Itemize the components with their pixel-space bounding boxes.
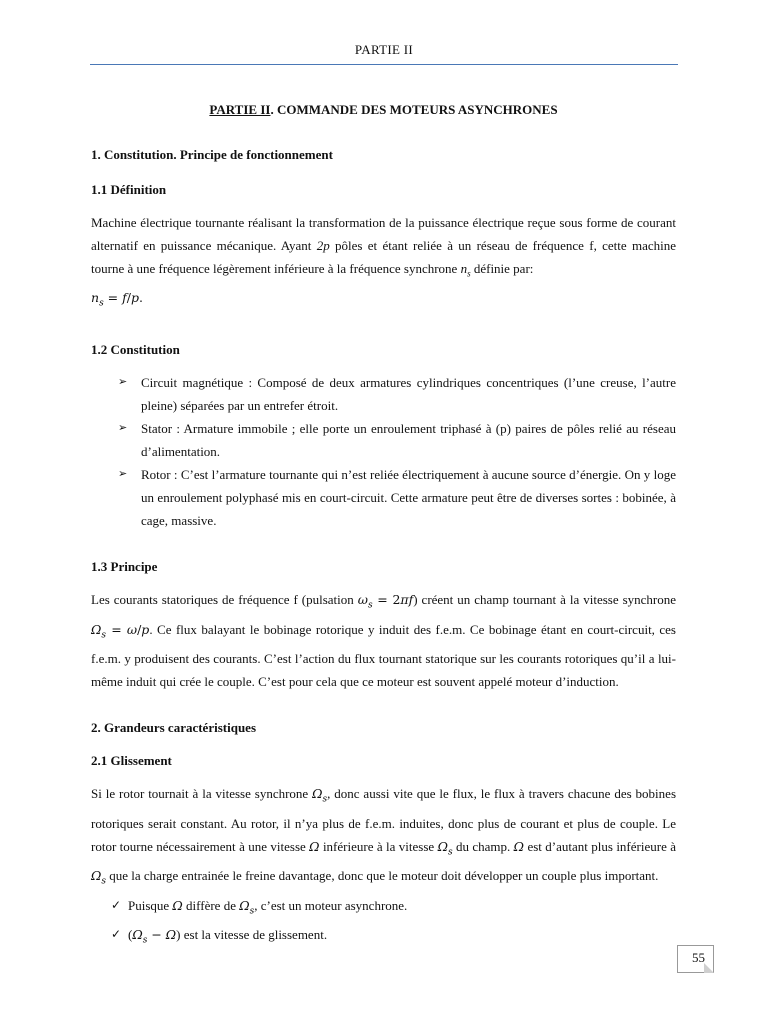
part-title — [91, 98, 676, 121]
section-2-1-heading: 2.1 Glissement — [91, 753, 172, 769]
section-2-1-paragraph: Si le rotor tournait à la vitesse synchrone $\Omega_s$, donc aussi vite que le flux, le flux à travers chacune des bobines rotoriques serait constant. Au rotor, il n’ya plus de f.e.m. induites, donc plus de courant et plus de couple. Le rotor tourne nécessairement à une vitesse Ω inférieure à la vitesse $\Omega_s$ du champ. Ω est d’autant plus inférieure à $\Omega_s$ que la charge entrainée le freine davantage, donc que le moteur doit développer un couple plus important. — [91, 786, 677, 887]
formula-Omega-s: $\Omega_s = \omega/p$ — [91, 621, 150, 641]
checkmark-icon: ✓ — [111, 897, 122, 912]
header-rule — [90, 64, 678, 65]
list-item: ➢ Stator : Armature immobile ; elle porte un enroulement triphasé à (p) paires de pôles relié au réseau d’alimentation. — [91, 417, 676, 463]
page-number: 55 — [692, 950, 705, 965]
arrow-bullet-icon: ➢ — [118, 422, 128, 435]
list-item: ✓ $(\Omega_s - \Omega)$ est la vitesse de glissement. — [91, 923, 676, 953]
glissement-checklist — [91, 894, 676, 953]
formula-omega-s: $\omega_s = 2\pi f$ — [357, 592, 414, 611]
page-number-box — [677, 945, 714, 973]
list-item: ➢ Circuit magnétique : Composé de deux armatures cylindriques concentriques (l’une creuse, l’autre pleine) séparées par un entrefer étroit. — [91, 371, 676, 417]
arrow-bullet-icon: ➢ — [118, 376, 128, 389]
section-1-3-heading: 1.3 Principe — [91, 559, 158, 575]
arrow-bullet-icon: ➢ — [118, 468, 128, 481]
constitution-list — [91, 371, 676, 532]
list-item: ➢ Rotor : C’est l’armature tournante qui n’est reliée électriquement à aucune source d’énergie. On y loge un enroulement polyphasé mis en court-circuit. Cette armature peut être de diverses sortes : bobinée, à cage, massive. — [91, 463, 676, 532]
section-2-heading: 2. Grandeurs caractéristiques — [91, 720, 257, 736]
section-1-heading: 1. Constitution. Principe de fonctionnement — [91, 147, 333, 162]
section-1-1-heading: 1.1 Définition — [91, 182, 167, 197]
section-1-2-heading: 1.2 Constitution — [91, 342, 180, 358]
section-1-1-paragraph: Machine électrique tournante réalisant la transformation de la puissance électrique reçue sous forme de courant alternatif en puissance mécanique. Ayant 2p pôles et étant reliée à un réseau de fréquence f, cette machine tourne à une fréquence légèrement inférieure à la fréquence synchrone $n_s$ définie par: $n_s = f/p$. — [91, 215, 677, 309]
list-item: ✓ Puisque Ω diffère de $\Omega_s$, c’est un moteur asynchrone. — [91, 894, 676, 924]
part-title-rest: . COMMANDE DES MOTEURS ASYNCHRONES — [270, 102, 558, 117]
page-curl-icon — [704, 963, 714, 973]
running-header: PARTIE II — [354, 42, 414, 57]
page-content — [91, 98, 676, 953]
part-title-underlined: PARTIE II — [209, 102, 271, 117]
section-1-3-paragraph: Les courants statoriques de fréquence f (pulsation $\omega_s = 2\pi f$) créent un champ tournant à la vitesse synchrone $\Omega_s = \omega/p$. Ce flux balayant le bobinage rotorique y induit des f.e.m. Ce bobinage étant en court-circuit, ces f.e.m. y produisent des courants. C’est l’action du flux tournant statorique sur les courants rotoriques qu’il a lui-même induit qui crée le couple. C’est pour cela que ce moteur est souvent appelé moteur d’induction. — [91, 592, 676, 690]
formula-ns: $n_s = f/p$. — [91, 289, 143, 309]
checkmark-icon: ✓ — [111, 927, 122, 942]
